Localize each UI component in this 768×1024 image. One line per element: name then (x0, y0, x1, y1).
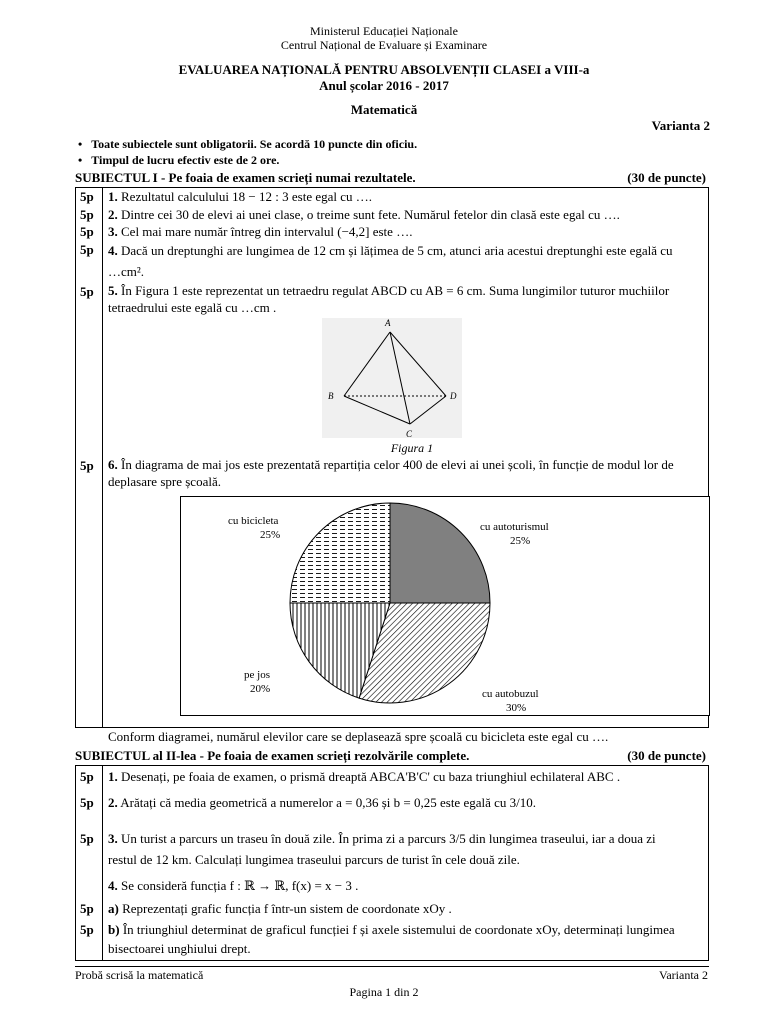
footer-left: Probă scrisă la matematică (75, 968, 204, 982)
points-label: 5p (80, 224, 94, 239)
section1-points: (30 de puncte) (627, 170, 706, 185)
variant-label: Varianta 2 (651, 118, 710, 133)
exam-title: EVALUAREA NAȚIONALĂ PENTRU ABSOLVENȚII CLASEI a VIII-a (178, 62, 590, 77)
points-label: 5p (80, 458, 94, 473)
slice-label: cu autobuzul (482, 688, 539, 700)
subject-title: Matematică (350, 102, 418, 117)
s2-question-4a: a) Reprezentați grafic funcția f într-un sistem de coordonate xOy . (108, 901, 452, 916)
footer-right: Varianta 2 (659, 968, 708, 982)
points-label: 5p (80, 242, 94, 257)
s2-question-2: 2. Arătați că media geometrică a numerelor a = 0,36 și b = 0,25 este egală cu 3/10. (108, 795, 536, 810)
s2-question-3: 3. Un turist a parcurs un traseu în două zile. În prima zi a parcurs 3/5 din lungimea traseului, iar a doua zi restul de 12 km. Calculați lungimea traseului parcurs de turist în cele două zile. (108, 831, 656, 867)
section1-title: SUBIECTUL I - Pe foaia de examen scrieți numai rezultatele. (75, 170, 416, 185)
vertex-d-label: D (450, 391, 457, 401)
vertex-c-label: C (406, 429, 413, 439)
pie-chart (180, 496, 710, 716)
question-1: 1. Rezultatul calculului 18 − 12 : 3 este egal cu …. (108, 189, 373, 204)
divider (102, 187, 103, 728)
question-6: 6. În diagrama de mai jos este prezentată repartiția celor 400 de elevi ai unei școli, în funcție de modul lor de deplasare spre școală. (108, 457, 674, 489)
points-label: 5p (80, 189, 94, 204)
center-name: Centrul Național de Evaluare și Examinare (280, 38, 488, 52)
slice-label: pe jos (244, 669, 270, 681)
section2-title: SUBIECTUL al II-lea - Pe foaia de examen scrieți rezolvările complete. (75, 748, 470, 763)
figure-caption: Figura 1 (390, 441, 434, 455)
page-number: Pagina 1 din 2 (349, 985, 419, 999)
ministry-name: Ministerul Educației Naționale (310, 24, 458, 38)
slice-label: cu autoturismul (480, 521, 549, 533)
slice-value-label: 25% (510, 535, 531, 547)
question-6-tail: Conform diagramei, numărul elevilor care se deplasează spre școală cu bicicleta este egal cu …. (108, 729, 609, 744)
slice-label: cu bicicleta (228, 515, 279, 527)
vertex-a-label: A (385, 318, 391, 328)
question-5: 5. În Figura 1 este reprezentat un tetraedru regulat ABCD cu AB = 6 cm. Suma lungimilor tuturor muchiilor tetraedrului este egală cu …cm . (108, 283, 670, 315)
question-4: 4. Dacă un dreptunghi are lungimea de 12 cm și lățimea de 5 cm, atunci aria acestui dreptunghi este egală cu …cm². (108, 243, 673, 279)
school-year: Anul școlar 2016 - 2017 (319, 78, 449, 93)
footer-divider (75, 966, 709, 967)
tetrahedron-figure (322, 318, 462, 443)
s2-question-1: 1. Desenați, pe foaia de examen, o prismă dreaptă ABCA'B'C' cu baza triunghiul echilateral ABC . (108, 769, 621, 784)
points-label: 5p (80, 207, 94, 222)
points-label: 5p (80, 901, 94, 916)
points-label: 5p (80, 284, 94, 299)
points-label: 5p (80, 831, 94, 846)
question-2: 2. Dintre cei 30 de elevi ai unei clase, o treime sunt fete. Numărul fetelor din clasă este egal cu …. (108, 207, 620, 222)
points-label: 5p (80, 769, 94, 784)
bullet-icon: • (78, 137, 83, 151)
bullet-icon: • (78, 153, 83, 167)
slice-value-label: 25% (260, 529, 281, 541)
divider (102, 765, 103, 961)
points-label: 5p (80, 795, 94, 810)
slice-value-label: 30% (506, 702, 527, 714)
s2-question-4: 4. Se consideră funcția f : ℝ → ℝ, f(x) = x − 3 . (108, 878, 359, 893)
figure-background (322, 318, 462, 438)
vertex-b-label: B (328, 391, 334, 401)
slice-value-label: 20% (250, 683, 271, 695)
question-3: 3. Cel mai mare număr întreg din intervalul (−4,2] este …. (108, 224, 413, 239)
section2-points: (30 de puncte) (627, 748, 706, 763)
rule-2: • Timpul de lucru efectiv este de 2 ore. (78, 153, 280, 167)
s2-question-4b: b) În triunghiul determinat de graficul funcției f și axele sistemului de coordonate xOy, determinați lungimea bisectoarei unghiului drept. (108, 922, 675, 956)
rule-1: • Toate subiectele sunt obligatorii. Se acordă 10 puncte din oficiu. (78, 137, 418, 151)
points-label: 5p (80, 922, 94, 937)
